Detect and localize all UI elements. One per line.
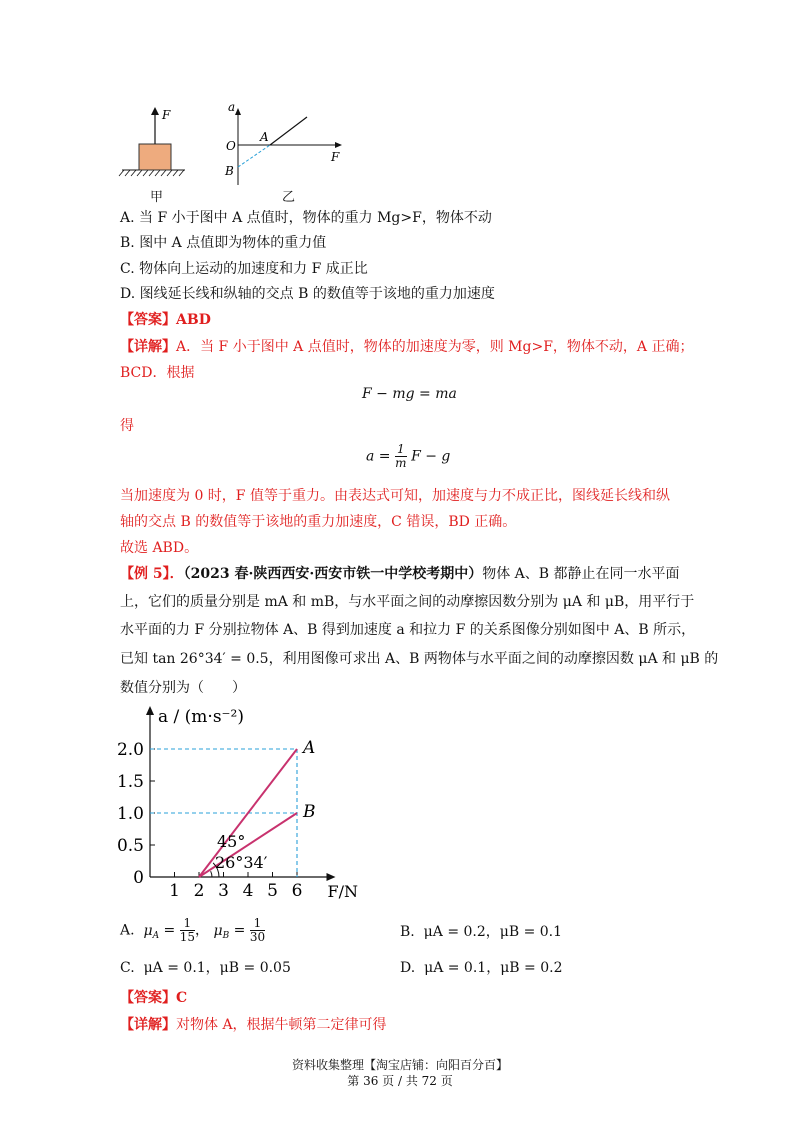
point-B-label: B [225,164,234,178]
af-chart [110,700,370,900]
q1-option-b: B. 图中 A 点值即为物体的重力值 [120,235,327,251]
origin-label: O [226,139,236,153]
q1-de: 得 [120,418,134,434]
point-A-label: A [260,130,269,144]
series-label-B: B [303,802,316,822]
x-tick-label: 6 [291,881,303,900]
block [139,144,171,170]
q1-option-d: D. 图线延长线和纵轴的交点 B 的数值等于该地的重力加速度 [120,286,495,302]
q1-answer: 【答案】ABD [120,312,211,328]
y-tick-label: 1.5 [116,772,144,792]
angle-arc-2634 [211,871,212,877]
q1-detail-line2: BCD．根据 [120,365,195,381]
q1-detail-line4: 轴的交点 B 的数值等于该地的重力加速度，C 错误，BD 正确。 [120,514,517,530]
q1-detail-line3: 当加速度为 0 时，F 值等于重力。由表达式可知，加速度与力不成正比，图线延长线和纵 [120,488,670,504]
q2-stem-line2: 上，它们的质量分别是 mA 和 mB，与水平面之间的动摩擦因数分别为 μA 和 μB，用平行于 [120,594,695,610]
x-tick-label: 1 [169,881,180,900]
q2-stem-line4: 已知 tan 26°34′ = 0.5，利用图像可求出 A、B 两物体与水平面之间的动摩擦因数 μA 和 μB 的 [120,651,719,667]
ground-hatch [119,170,184,176]
y-tick-label: 1.0 [116,804,144,824]
q2-stem-line5: 数值分别为（ ） [120,680,246,696]
q2-detail: 【详解】对物体 A，根据牛顿第二定律可得 [120,1017,387,1033]
q1-detail-line1: 【详解】A．当 F 小于图中 A 点值时，物体的加速度为零，则 Mg>F，物体不动，A 正确； [120,339,694,355]
q1-option-a: A. 当 F 小于图中 A 点值时，物体的重力 Mg>F，物体不动 [120,210,492,226]
q1-conclusion: 故选 ABD。 [120,540,199,556]
x-tick-label: 5 [267,881,278,900]
x-tick-label: 4 [242,881,254,900]
figure-block-force [110,95,370,205]
q2-option-c: C. μA = 0.1，μB = 0.05 [120,960,291,976]
q2-option-d: D. μA = 0.1，μB = 0.2 [400,960,563,976]
q2-option-a: A. $\mu_A$ = $\frac{1}{15}$ ， $\mu_B$ = $\frac{1}{30}$ [120,916,266,944]
x-tick-label: 2 [193,881,205,900]
label-F-arrow: F [162,108,171,122]
extension-line [238,145,270,167]
angle-label-2634: 26°34′ [215,853,268,872]
x-axis-label: F/N [327,882,358,900]
q2-option-b: B. μA = 0.2，μB = 0.1 [400,924,563,940]
y-tick-label: 0.5 [116,836,144,856]
y-axis-arrow [146,706,154,715]
q2-answer: 【答案】C [120,990,188,1006]
y-tick-label: 2.0 [116,740,144,760]
y-tick-label: 0 [133,868,144,888]
x-axis-arrow [327,873,336,881]
x-tick-label: 3 [218,881,229,900]
q1-eq1: F − mg = ma [362,386,457,402]
graph-line [270,117,307,145]
footer-page-number: 第 36 页 / 共 72 页 [347,1074,453,1088]
footer-shop: 资料收集整理【淘宝店铺：向阳百分百】 [291,1058,508,1072]
y-axis-label: a / (m·s⁻²) [158,707,244,727]
q2-stem-line3: 水平面的力 F 分别拉物体 A、B 得到加速度 a 和拉力 F 的关系图像分别如图中 A、B 所示， [120,622,696,638]
series-label-A: A [303,738,316,758]
axis-F-label: F [331,150,340,164]
caption-left: 甲 [150,190,164,205]
caption-right: 乙 [282,190,296,205]
q2-stem-line1: 【例 5】．（2023 春·陕西西安·西安市铁一中学校考期中）物体 A、B 都静止在同一水平面 [120,566,680,582]
axis-a-label: a [228,100,236,114]
q1-option-c: C. 物体向上运动的加速度和力 F 成正比 [120,261,368,277]
angle-label-45: 45° [217,832,246,851]
q1-eq2: a = $\frac{1}{m}$ F − g [366,442,451,470]
force-arrowhead [151,107,159,115]
